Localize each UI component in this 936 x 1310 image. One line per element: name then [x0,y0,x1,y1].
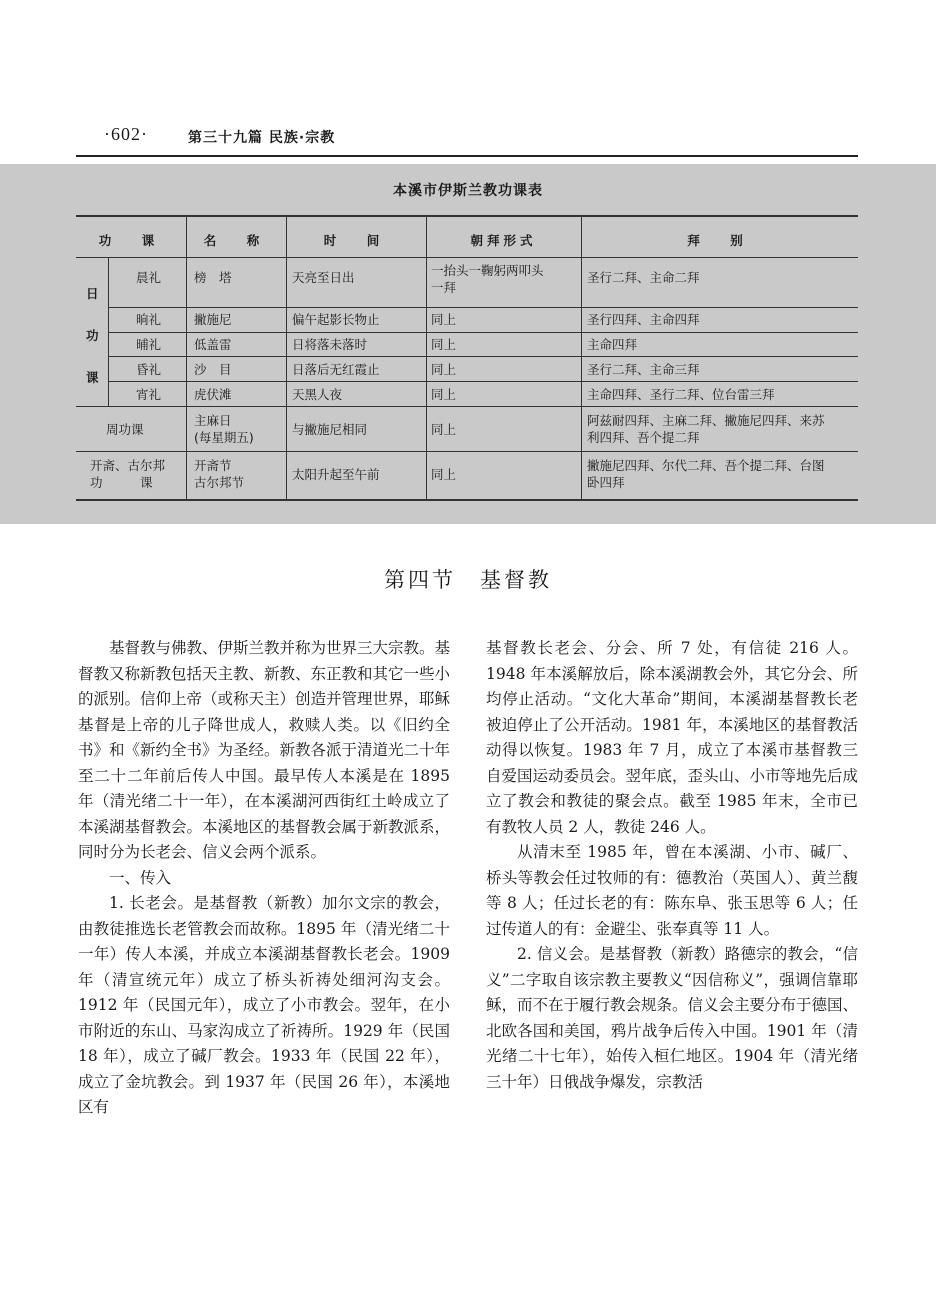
table-rule-col [108,257,109,406]
table-header-cell: 时 间 [323,233,389,248]
table-rule-row [76,451,858,452]
cell-time: 天亮至日出 [292,270,355,285]
paragraph: 2. 信义会。是基督教（新教）路德宗的教会，“信义”二字取自该宗教主要教义“因信称义”，强调信靠耶稣，而不在于履行教会规条。信义会主要分布于德国、北欧各国和美国，鸦片战争后传入中国。1901 年（清光绪二十七年），始传入桓仁地区。1904 年（清光绪三十年）日俄战争爆发，宗教活 [486,945,859,1091]
cell-form: 同上 [431,467,457,482]
cell-subcategory: 晨礼 [136,270,162,285]
cell-bai: 撇施尼四拜、尔代二拜、吾个提二拜、台图 卧四拜 [587,458,825,490]
group-label-char: 日 [86,286,99,301]
cell-form: 同上 [431,422,457,437]
cell-name: 低盖雷 [194,337,232,352]
right-column [486,636,858,1095]
page-header [78,122,858,152]
table-rule-row [108,381,858,382]
cell-time: 与撇施尼相同 [292,422,368,437]
table-header-cell: 拜 别 [687,233,752,248]
cell-subcategory: 宵礼 [136,387,162,402]
paragraph: 1. 长老会。是基督教（新教）加尔文宗的教会，由教徒推选长老管教会而故称。1895 年（清光绪二十一年）传人本溪，并成立本溪湖基督教长老会。1909 年（清宣统元年）成立了桥头祈祷处细河沟支会。1912 年（民国元年），成立了小市教会。翌年，在小市附近的东山、马家沟成立了祈祷所。1929 年（民国 18 年），成立了碱厂教会。1933 年（民国 22 年），成立了金坑教会。到 1937 年（民国 26 年），本溪地区有 [78,894,450,1116]
page-number: ·602· [104,124,148,144]
left-column [78,636,450,1121]
cell-form: 同上 [431,312,457,327]
cell-form: 同上 [431,337,457,352]
cell-category: 开斋、古尔邦 功 课 [90,458,166,490]
header-rule [76,155,858,157]
section-title [0,564,936,594]
cell-name: 榜 塔 [194,270,232,285]
table-rule-col [581,215,582,501]
table-header-cell: 功 课 [98,233,164,248]
table-rule-top [76,215,858,217]
cell-form: 同上 [431,387,457,402]
cell-subcategory: 晡礼 [136,337,162,352]
section-number: 第四节 [384,568,456,592]
cell-time: 太阳升起至午前 [292,467,380,482]
table-rule-col [186,215,187,501]
table-rule-row [108,307,858,308]
cell-form: 一抬头一鞠躬两叩头 一拜 [431,263,544,295]
table-rule-row [108,356,858,357]
cell-name: 沙 目 [194,362,232,377]
schedule-table [76,215,858,500]
table-rule-row [76,406,858,407]
cell-name: 开斋节 古尔邦节 [194,458,245,490]
table-rule-header [76,257,858,258]
cell-name: 撇施尼 [194,312,232,327]
table-header-cell: 名 称 [203,233,269,248]
table-title: 本溪市伊斯兰教功课表 [393,183,543,199]
subheading: 一、传入 [109,868,172,887]
cell-name: 虎伏滩 [194,387,232,402]
section-heading: 基督教 [480,568,552,592]
cell-subcategory: 晌礼 [136,312,162,327]
table-rule-col [426,215,427,501]
cell-time: 天黑人夜 [292,387,343,402]
paragraph: 基督教长老会、分会、所 7 处，有信徒 216 人。1948 年本溪解放后，除本溪湖教会外，其它分会、所均停止活动。“文化大革命”期间，本溪湖基督教长老被迫停止了公开活动。1981 年，本溪地区的基督教活动得以恢复。1983 年 7 月，成立了本溪市基督教三自爱国运动委员会。翌年底，歪头山、小市等地先后成立了教会和教徒的聚会点。截至 1985 年末，全市已有教牧人员 2 人，教徒 246 人。 [486,639,859,836]
cell-bai: 主命四拜 [587,337,638,352]
group-label-char: 功 [86,328,99,343]
running-head: 第三十九篇 民族·宗教 [188,130,336,146]
cell-bai: 圣行二拜、主命三拜 [587,362,700,377]
cell-category: 周功课 [106,422,144,437]
cell-name: 主麻日 (每星期五) [194,413,254,445]
cell-time: 日落后无红霞止 [292,362,380,377]
table-rule-col [286,215,287,501]
cell-bai: 圣行二拜、主命二拜 [587,270,700,285]
paragraph: 基督教与佛教、伊斯兰教并称为世界三大宗教。基督教又称新教包括天主教、新教、东正教和其它一些小的派别。信仰上帝（或称天主）创造并管理世界，耶稣基督是上帝的儿子降世成人，救赎人类。以《旧约全书》和《新约全书》为圣经。新教各派于清道光二十年至二十二年前后传人中国。最早传人本溪是在 1895 年（清光绪二十一年），在本溪湖河西街红土岭成立了本溪湖基督教会。本溪地区的基督教会属于新教派系，同时分为长老会、信义会两个派系。 [78,639,451,861]
cell-form: 同上 [431,362,457,377]
cell-time: 日将落未落时 [292,337,368,352]
group-label-char: 课 [86,370,99,385]
table-rule-row [108,332,858,333]
cell-bai: 主命四拜、圣行二拜、位台雷三拜 [587,387,775,402]
cell-subcategory: 昏礼 [136,362,162,377]
cell-bai: 阿兹耐四拜、主麻二拜、撇施尼四拜、来苏 利四拜、吾个提二拜 [587,413,825,445]
cell-bai: 圣行四拜、主命四拜 [587,312,700,327]
cell-time: 偏午起影长物止 [292,312,380,327]
paragraph: 从清末至 1985 年，曾在本溪湖、小市、碱厂、桥头等教会任过牧师的有：德教治（英国人）、黄兰馥等 8 人；任过长老的有：陈东阜、张玉思等 6 人；任过传道人的有：金避尘、张奉真等 11 人。 [486,843,858,938]
table-header-cell: 朝拜形式 [470,233,537,248]
table-rule-bottom [76,499,858,501]
